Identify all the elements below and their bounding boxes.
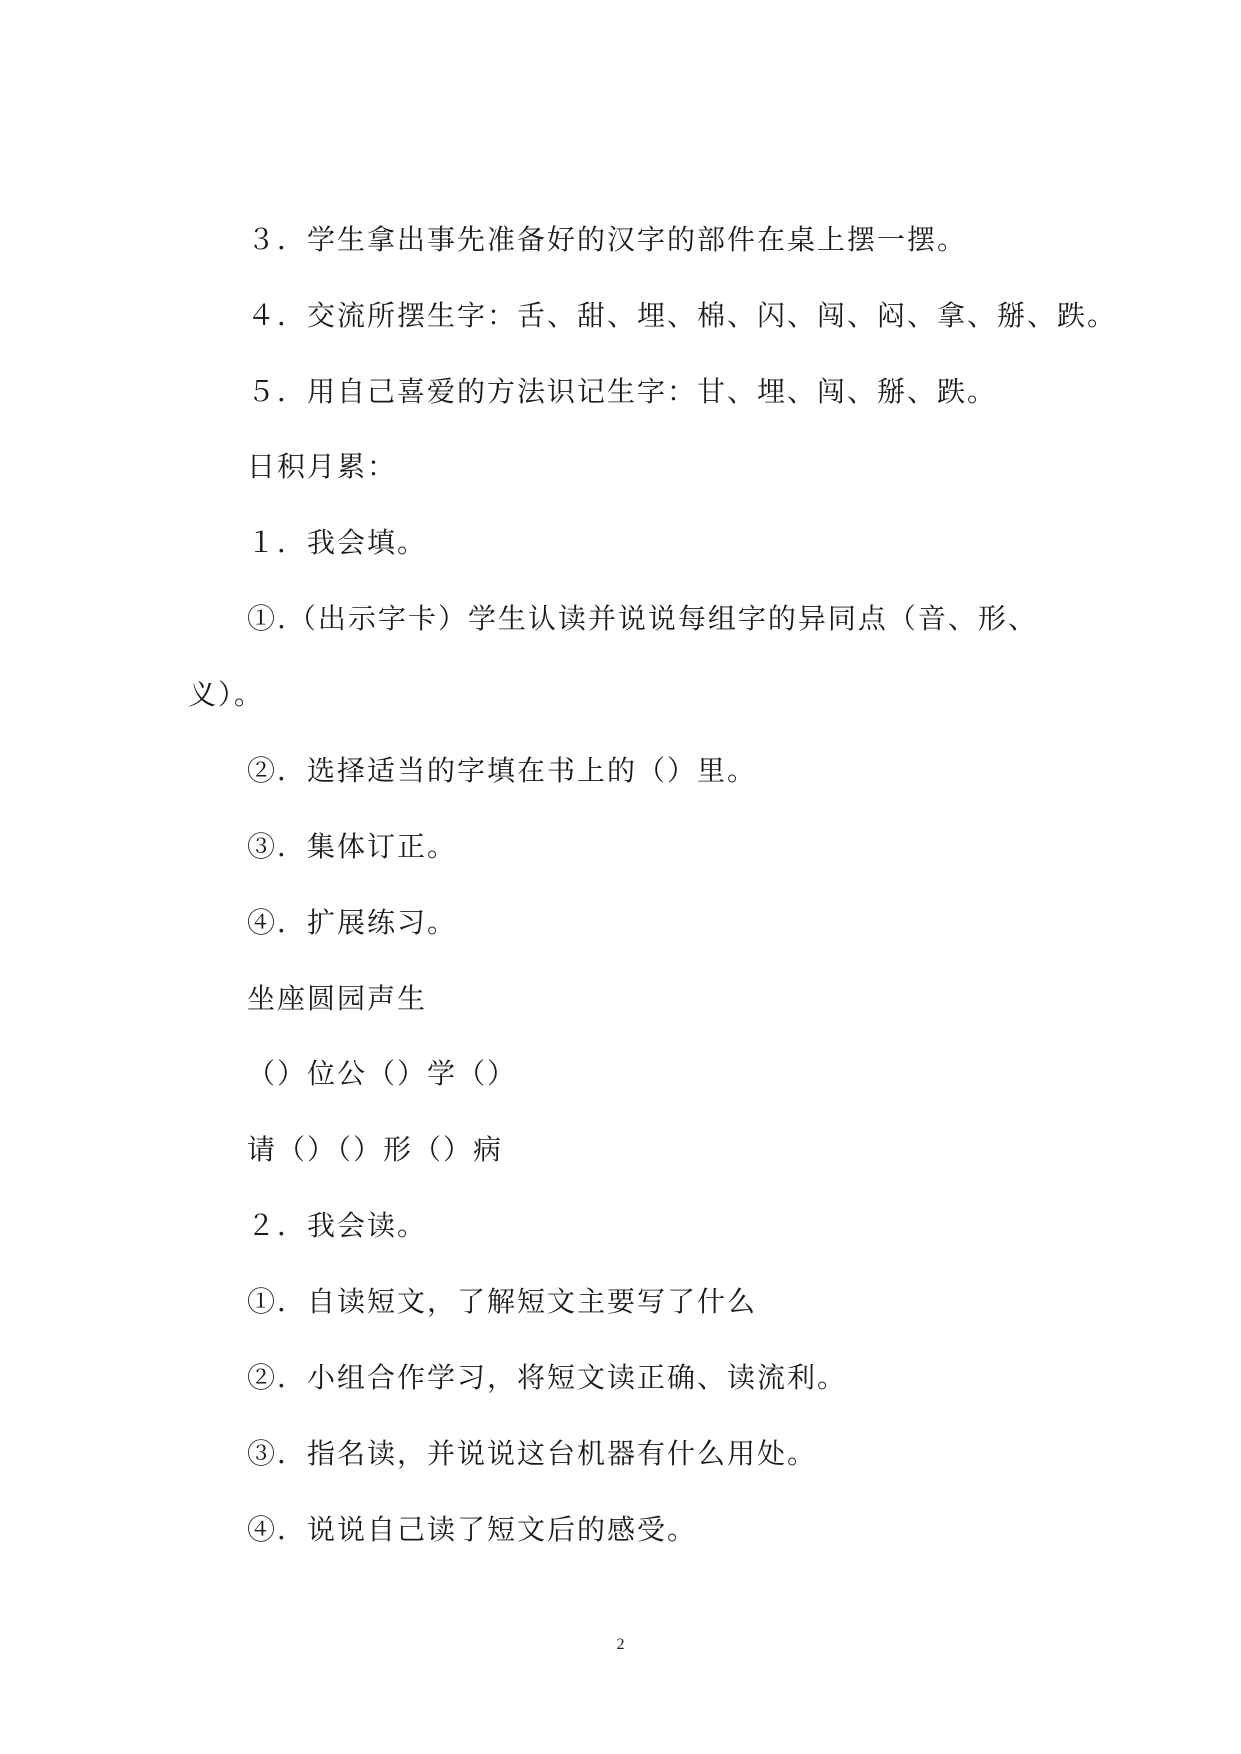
paragraph: ２．我会读。 (247, 1209, 428, 1242)
section-heading: 日积月累： (247, 450, 398, 483)
page-number: 2 (616, 1636, 625, 1653)
paragraph: ④．扩展练习。 (247, 906, 458, 939)
paragraph: ②．选择适当的字填在书上的（）里。 (247, 754, 758, 787)
paragraph-continuation: 义）。 (188, 678, 265, 711)
paragraph: ②．小组合作学习，将短文读正确、读流利。 (247, 1361, 848, 1394)
paragraph: ①．自读短文，了解短文主要写了什么 (247, 1285, 758, 1318)
paragraph: （）位公（）学（） (247, 1057, 518, 1090)
paragraph: ３．学生拿出事先准备好的汉字的部件在桌上摆一摆。 (247, 223, 968, 256)
paragraph: ④．说说自己读了短文后的感受。 (247, 1513, 698, 1546)
paragraph: ①.（出示字卡）学生认读并说说每组字的异同点（音、形、 (247, 602, 1038, 635)
paragraph: ４．交流所摆生字：舌、甜、埋、棉、闪、闯、闷、拿、掰、跌。 (247, 299, 1118, 332)
paragraph: ５．用自己喜爱的方法识记生字：甘、埋、闯、掰、跌。 (247, 375, 998, 408)
paragraph: ③．集体订正。 (247, 830, 458, 863)
paragraph: 坐座圆园声生 (247, 982, 428, 1015)
paragraph: 请（）（）形（）病 (247, 1133, 504, 1166)
paragraph: １．我会填。 (247, 526, 428, 559)
paragraph: ③．指名读，并说说这台机器有什么用处。 (247, 1437, 818, 1470)
